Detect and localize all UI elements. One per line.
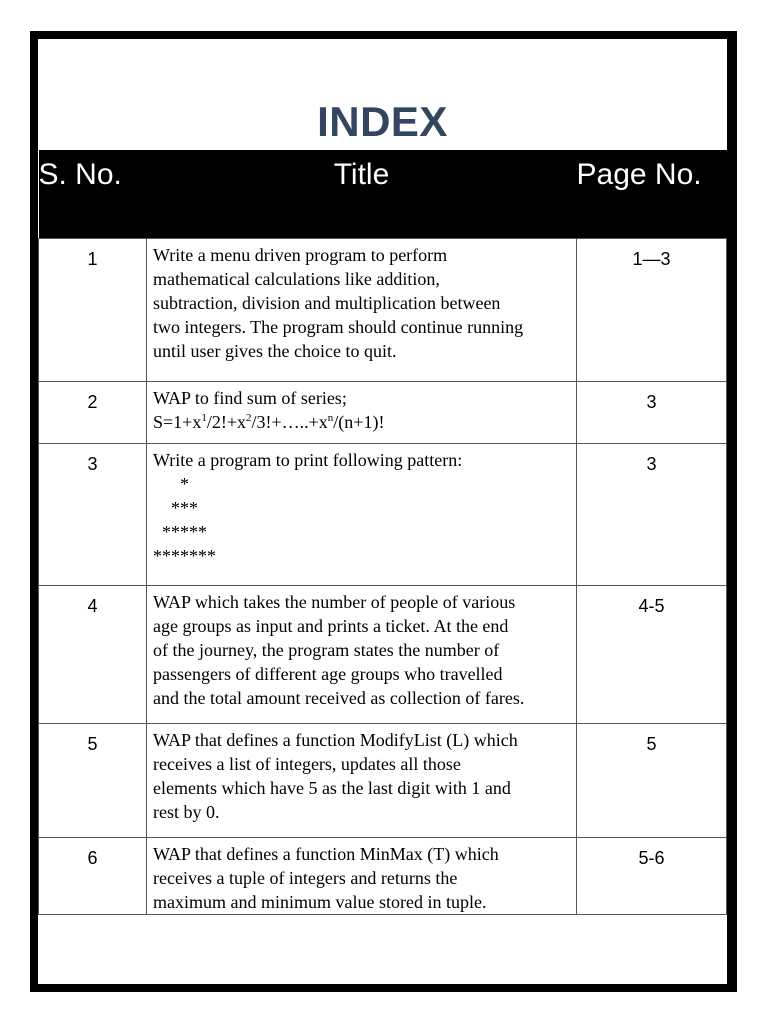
table-row <box>39 382 727 444</box>
pattern-line: ***** <box>153 522 207 542</box>
title-line: two integers. The program should continue running <box>153 317 524 337</box>
row-title <box>147 444 577 586</box>
title-line: WAP which takes the number of people of various <box>153 592 516 612</box>
formula-exponent: 2 <box>245 412 252 424</box>
title-line: Write a program to print following pattern: <box>153 450 463 470</box>
title-line: and the total amount received as collection of fares. <box>153 688 525 708</box>
title-line: WAP to find sum of series; <box>153 388 347 408</box>
title-line: Write a menu driven program to perform <box>153 245 448 265</box>
pattern-line: *** <box>153 498 198 518</box>
pattern-line: ******* <box>153 546 216 566</box>
formula-exponent: n <box>327 412 334 424</box>
row-page: 1—3 <box>577 239 727 382</box>
row-title <box>147 838 577 915</box>
row-number: 3 <box>39 444 147 586</box>
pattern-line: * <box>153 474 189 494</box>
table-row <box>39 838 727 915</box>
row-title <box>147 382 577 444</box>
title-line: WAP that defines a function MinMax (T) which <box>153 844 499 864</box>
table-row <box>39 444 727 586</box>
series-formula <box>153 410 570 434</box>
row-number: 5 <box>39 724 147 838</box>
formula-exponent: 1 <box>201 412 207 424</box>
formula-part: S=1+x <box>153 412 202 432</box>
formula-part: /2!+x <box>206 412 246 432</box>
title-line: passengers of different age groups who travelled <box>153 664 503 684</box>
row-number: 6 <box>39 838 147 915</box>
column-header-sno: S. No. <box>39 150 147 239</box>
index-table <box>38 150 727 915</box>
title-line: of the journey, the program states the number of <box>153 640 500 660</box>
row-page: 3 <box>577 444 727 586</box>
title-line: mathematical calculations like addition, <box>153 269 440 289</box>
column-header-page: Page No. <box>577 150 727 239</box>
title-line: age groups as input and prints a ticket. At the end <box>153 616 509 636</box>
column-header-title: Title <box>147 150 577 239</box>
table-header-row <box>39 150 727 239</box>
title-line: until user gives the choice to quit. <box>153 341 397 361</box>
row-title <box>147 239 577 382</box>
title-line: elements which have 5 as the last digit with 1 and <box>153 778 511 798</box>
row-number: 4 <box>39 586 147 724</box>
title-line: maximum and minimum value stored in tuple. <box>153 892 487 912</box>
table-row <box>39 724 727 838</box>
table-row <box>39 239 727 382</box>
row-page: 4-5 <box>577 586 727 724</box>
title-line: rest by 0. <box>153 802 220 822</box>
row-page: 5-6 <box>577 838 727 915</box>
row-page: 5 <box>577 724 727 838</box>
row-number: 2 <box>39 382 147 444</box>
row-title <box>147 724 577 838</box>
title-line: receives a list of integers, updates all those <box>153 754 461 774</box>
title-line: WAP that defines a function ModifyList (L) which <box>153 730 518 750</box>
row-number: 1 <box>39 239 147 382</box>
page-title: INDEX <box>317 98 448 145</box>
row-title <box>147 586 577 724</box>
formula-part: /3!+…..+x <box>251 412 328 432</box>
row-page: 3 <box>577 382 727 444</box>
table-row <box>39 586 727 724</box>
formula-part: /(n+1)! <box>333 412 385 432</box>
title-line: subtraction, division and multiplication between <box>153 293 501 313</box>
index-page-frame <box>30 31 737 992</box>
title-line: receives a tuple of integers and returns the <box>153 868 458 888</box>
